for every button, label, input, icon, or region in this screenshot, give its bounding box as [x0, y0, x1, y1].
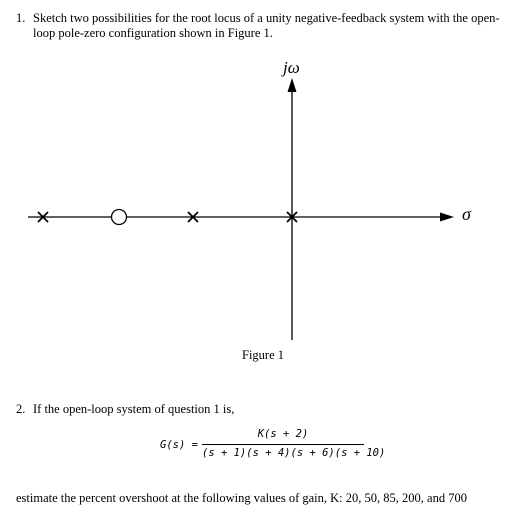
real-axis-arrowhead — [440, 213, 454, 222]
figure-caption: Figure 1 — [242, 348, 285, 362]
fraction-bar — [202, 444, 364, 445]
real-axis-label: σ — [462, 204, 471, 224]
transfer-function-numerator: K(s + 2) — [257, 428, 309, 440]
transfer-function-denominator: (s + 1)(s + 4)(s + 6)(s + 10) — [202, 447, 386, 459]
question-2-text: If the open-loop system of question 1 is, — [33, 402, 235, 416]
imaginary-axis-arrowhead — [288, 78, 297, 92]
question-2-number: 2. — [16, 402, 26, 416]
zero-marker — [112, 210, 127, 225]
question-2-followup: estimate the percent overshoot at the following values of gain, K: 20, 50, 85, 200, and 700 — [16, 491, 467, 505]
transfer-function-fraction — [202, 428, 386, 459]
transfer-function-lhs: G(s) = — [160, 439, 198, 451]
imaginary-axis-label: jω — [283, 58, 300, 77]
question-1-text: Sketch two possibilities for the root locus of a unity negative-feedback system with the open-loop pole-zero configuration shown in Figure 1. — [33, 11, 500, 40]
question-1-number: 1. — [16, 11, 26, 25]
